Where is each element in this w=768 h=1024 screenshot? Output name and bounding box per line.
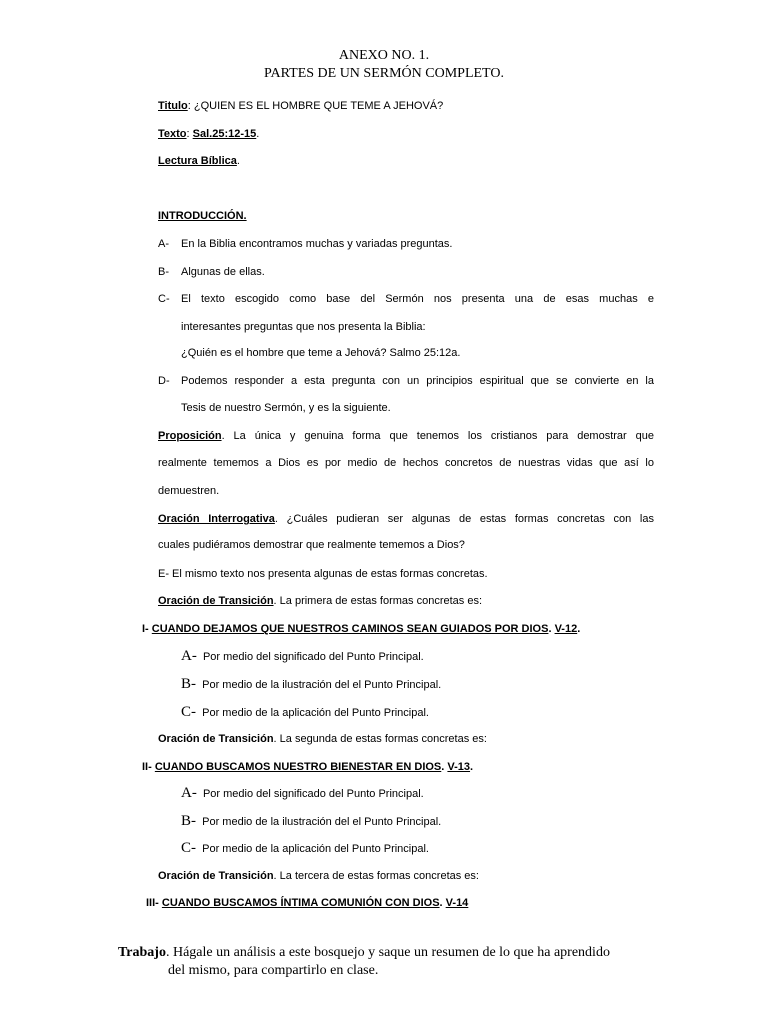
punto3-ref: V-14 (445, 897, 469, 909)
transicion2-line: Oración de Transición. La segunda de estas formas concretas es: (158, 733, 487, 745)
punto1-ref: V-12 (554, 623, 578, 635)
trabajo-line2: del mismo, para compartirlo en clase. (168, 963, 379, 978)
lectura-label: Lectura Bíblica (158, 155, 237, 167)
proposicion-line2: realmente tememos a Dios es por medio de hechos concretos de nuestras vidas que así lo (158, 457, 654, 469)
transicion3-label: Oración de Transición (158, 870, 274, 882)
annex-number: ANEXO NO. 1. (338, 48, 430, 63)
sub1-b: B- Por medio de la ilustración del el Punto Principal. (181, 676, 442, 692)
sub2-c: C- Por medio de la aplicación del Punto Principal. (181, 840, 429, 856)
proposicion-line3: demuestren. (158, 485, 220, 497)
proposicion-label: Proposición (158, 430, 222, 442)
document-title: PARTES DE UN SERMÓN COMPLETO. (264, 66, 504, 81)
punto-principal-2: II- CUANDO BUSCAMOS NUESTRO BIENESTAR EN DIOS. V-13. (142, 761, 474, 773)
sub1-a: A- Por medio del significado del Punto Principal. (181, 648, 424, 664)
trabajo-label: Trabajo (118, 945, 166, 960)
titulo-label: Titulo (158, 100, 188, 112)
texto-line: Texto: Sal.25:12-15. (158, 128, 260, 140)
intro-item-c-letter: C- (158, 293, 170, 305)
lectura-line: Lectura Bíblica. (158, 155, 240, 167)
punto2-ref: V-13 (447, 761, 471, 773)
texto-value: Sal.25:12-15 (192, 128, 257, 140)
intro-item-b-text: Algunas de ellas. (181, 266, 265, 278)
texto-label: Texto (158, 128, 187, 140)
intro-item-d-line1: Podemos responder a esta pregunta con un principios espiritual que se convierte en la (181, 375, 654, 387)
intro-item-a-text: En la Biblia encontramos muchas y variadas preguntas. (181, 238, 453, 250)
titulo-value: ¿QUIEN ES EL HOMBRE QUE TEME A JEHOVÁ? (193, 100, 444, 112)
transicion1-line: Oración de Transición. La primera de estas formas concretas es: (158, 595, 483, 607)
sub1-c: C- Por medio de la aplicación del Punto Principal. (181, 704, 429, 720)
punto-principal-1: I- CUANDO DEJAMOS QUE NUESTROS CAMINOS SEAN GUIADOS POR DIOS. V-12. (142, 623, 581, 635)
e-line: E- El mismo texto nos presenta algunas de estas formas concretas. (158, 568, 488, 580)
oracion-interrogativa-label: Oración Interrogativa (158, 513, 275, 525)
transicion1-label: Oración de Transición (158, 595, 274, 607)
intro-item-d-letter: D- (158, 375, 170, 387)
punto2-title: CUANDO BUSCAMOS NUESTRO BIENESTAR EN DIOS (154, 761, 442, 773)
introduccion-heading: INTRODUCCIÓN. (158, 210, 247, 222)
titulo-line: Titulo: ¿QUIEN ES EL HOMBRE QUE TEME A JEHOVÁ? (158, 100, 444, 112)
intro-item-c-line2: interesantes preguntas que nos presenta la Biblia: (181, 321, 426, 333)
punto1-title: CUANDO DEJAMOS QUE NUESTROS CAMINOS SEAN GUIADOS POR DIOS (151, 623, 549, 635)
sub2-b: B- Por medio de la ilustración del el Punto Principal. (181, 813, 442, 829)
punto-principal-3: III- CUANDO BUSCAMOS ÍNTIMA COMUNIÓN CON DIOS. V-14 (146, 897, 469, 909)
intro-item-d-line2: Tesis de nuestro Sermón, y es la siguiente. (181, 402, 391, 414)
trabajo-line1: Trabajo. Hágale un análisis a este bosquejo y saque un resumen de lo que ha aprendido (118, 945, 610, 960)
intro-item-c-line1: El texto escogido como base del Sermón nos presenta una de esas muchas e (181, 293, 654, 305)
transicion3-line: Oración de Transición. La tercera de estas formas concretas es: (158, 870, 479, 882)
sub2-a: A- Por medio del significado del Punto Principal. (181, 785, 424, 801)
punto3-title: CUANDO BUSCAMOS ÍNTIMA COMUNIÓN CON DIOS (161, 897, 440, 909)
intro-item-a-letter: A- (158, 238, 169, 250)
transicion2-label: Oración de Transición (158, 733, 274, 745)
proposicion-line1: Proposición. La única y genuina forma que tenemos los cristianos para demostrar que (158, 430, 654, 442)
oracion-interrogativa-line2: cuales pudiéramos demostrar que realmente tememos a Dios? (158, 539, 465, 551)
oracion-interrogativa-line1: Oración Interrogativa. ¿Cuáles pudieran ser algunas de estas formas concretas con las (158, 513, 654, 525)
intro-item-b-letter: B- (158, 266, 169, 278)
intro-item-c-question: ¿Quién es el hombre que teme a Jehová? Salmo 25:12a. (181, 347, 461, 359)
